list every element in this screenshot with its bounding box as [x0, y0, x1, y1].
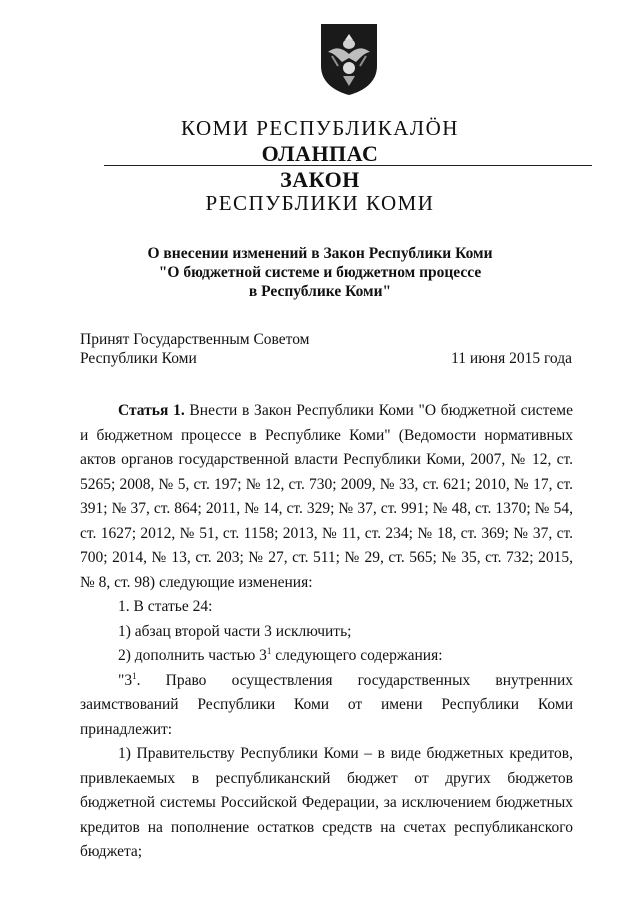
- article-1-paragraph: [80, 399, 573, 595]
- law-subject-line: в Республике Коми": [248, 283, 392, 300]
- new-part-text: заимствований Республики Коми от имени Республики Коми принадлежит:: [80, 696, 573, 738]
- komi-coat-of-arms-emblem: [318, 22, 380, 96]
- republic-title: РЕСПУБЛИКИ КОМИ: [205, 191, 435, 215]
- law-body: [80, 399, 573, 865]
- doc-type: ЗАКОН: [280, 167, 360, 192]
- amendment-subitem: 1) абзац второй части 3 исключить;: [118, 622, 352, 640]
- header-divider: [104, 165, 592, 166]
- amendment-item: 1. В статье 24:: [118, 598, 213, 615]
- komi-doc-type: ОЛАНПАС: [261, 141, 379, 166]
- law-subject-line: "О бюджетной системе и бюджетном процессе: [158, 264, 482, 281]
- new-part-first-line: "$3^1$. Право осуществления государственных внутренних: [118, 670, 573, 689]
- article-label: Статья 1.: [118, 402, 185, 419]
- komi-title: КОМИ РЕСПУБЛИКАЛӦН: [181, 116, 459, 140]
- adoption-date: 11 июня 2015 года: [451, 350, 572, 367]
- amendment-subitem: 2) дополнить частью $3^1$ следующего содержания:: [118, 646, 443, 664]
- new-part-subitem: 1) Правительству Республики Коми – в виде бюджетных кредитов, привлекаемых в республиканский бюджет от других бюджетов бюджетной системы Российской Федерации, за исключением бюджетных кредитов на пополнение остатков средств на счетах республиканского бюджета;: [80, 745, 573, 860]
- law-subject-line: О внесении изменений в Закон Республики Коми: [147, 245, 493, 262]
- article-text: Внести в Закон Республики Коми "О бюджетной системе и бюджетном процессе в Республике Коми" (Ведомости нормативных актов органов государственной власти Республики Коми, 2007, № 12, ст. 5265; 2008, № 5, ст. 197; № 12, ст. 730; 2009, № 33, ст. 621; 2010, № 17, ст. 391; № 37, ст. 864; 2011, № 14, ст. 329; № 37, ст. 991; № 48, ст. 1370; № 54, ст. 1627; 2012, № 51, ст. 1158; 2013, № 11, ст. 234; № 18, ст. 369; № 37, ст. 700; 2014, № 13, ст. 203; № 27, ст. 511; № 29, ст. 565; № 35, ст. 732; 2015, № 8, ст. 98) следующие изменения:: [80, 402, 573, 591]
- adoption-authority: Принят Государственным Советом: [80, 331, 310, 348]
- adoption-authority: Республики Коми: [80, 350, 197, 367]
